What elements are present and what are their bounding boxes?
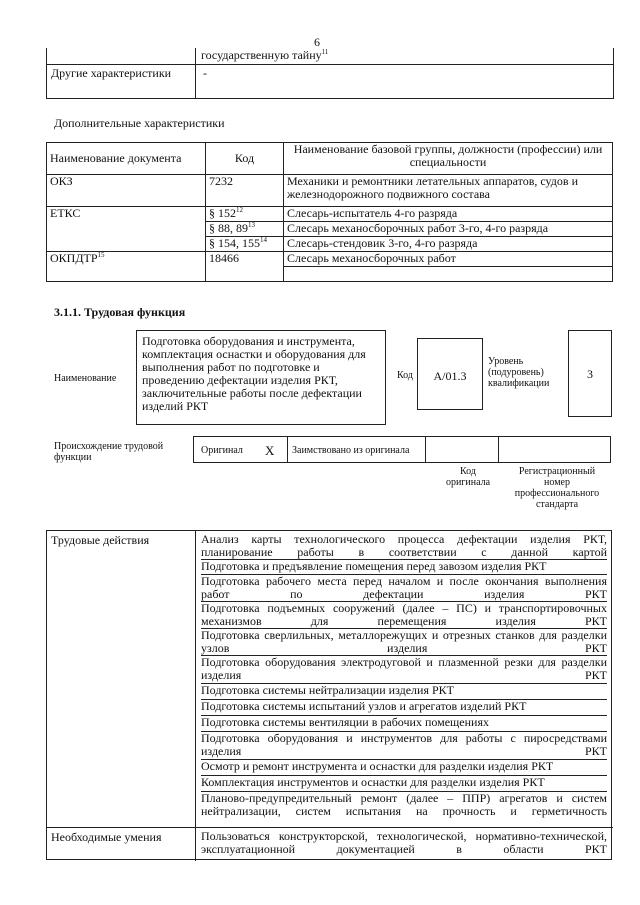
code-cell: § 88, $89^{13}$ — [206, 222, 284, 237]
reg-number-caption: Регистрационный номер профессионального стандарта — [514, 466, 600, 510]
function-heading: 3.1.1. Трудовая функция — [54, 305, 186, 319]
level-box — [568, 330, 612, 417]
other-characteristics-value: - — [203, 66, 207, 80]
action-item: Подготовка рабочего места перед началом и после окончания выполнения работ по дефектации изделия РКТ — [201, 574, 607, 601]
action-item: Подготовка сверлильных, металлорежущих и отрезных станков для разделки узлов изделия РКТ — [201, 628, 607, 655]
name-cell: Слесарь механосборочных работ — [284, 252, 613, 267]
action-item: Подготовка и предъявление помещения перед завозом изделия РКТ — [201, 560, 607, 575]
table-row — [47, 175, 613, 207]
name-cell: Слесарь-стендовик 3-го, 4-го разряда — [284, 237, 613, 252]
table-row — [47, 207, 613, 222]
code-cell: 7232 — [206, 175, 284, 207]
original-label: Оригинал — [201, 445, 243, 456]
function-code-box — [417, 338, 483, 410]
borrowed-label: Заимствовано из оригинала — [292, 445, 410, 456]
action-item: Подготовка оборудования и инструментов для работы с пиросредствами изделия РКТ — [201, 731, 607, 758]
function-name-value: Подготовка оборудования и инструмента, комплектация оснастки и оборудования для выполнения работ по подготовке и проведению дефектации изделия РКТ, заключительные работы после дефектации изделий РКТ — [142, 334, 366, 413]
actions-table — [46, 530, 612, 860]
action-item: Анализ карты технологического процесса дефектации изделия РКТ, планирование работы в соответствии с данной картой — [201, 532, 607, 559]
function-name-box — [136, 330, 386, 425]
level-value: 3 — [587, 367, 593, 381]
additional-heading: Дополнительные характеристики — [54, 116, 225, 130]
doc-cell: ЕТКС — [47, 207, 206, 252]
origin-table — [193, 436, 613, 463]
empty-cell — [284, 267, 613, 282]
origin-label: Происхождение трудовой функции — [54, 441, 164, 463]
code-original-caption: Код оригинала — [445, 466, 491, 488]
actions-label: Трудовые действия — [51, 533, 150, 547]
table-row — [47, 252, 613, 267]
original-mark: X — [265, 443, 275, 458]
action-item: Осмотр и ремонт инструмента и оснастки для разделки изделия РКТ — [201, 760, 607, 776]
continuation-text: государственную тайну$^{11}$ — [201, 48, 329, 62]
function-code-label: Код — [397, 370, 413, 381]
header-code: Код — [206, 143, 284, 175]
top-table — [46, 48, 614, 99]
level-label: Уровень (подуровень) квалификации — [488, 356, 550, 389]
action-item: Подготовка системы испытаний узлов и агрегатов изделий РКТ — [201, 700, 607, 716]
skills-label: Необходимые умения — [51, 830, 162, 844]
page-number: 6 — [314, 35, 320, 49]
name-cell: Слесарь механосборочных работ 3-го, 4-го разряда — [284, 222, 613, 237]
function-code-value: A/01.3 — [433, 369, 467, 383]
other-characteristics-label: Другие характеристики — [51, 66, 172, 80]
function-name-label: Наименование — [54, 373, 117, 384]
action-item: Подготовка системы вентиляции в рабочих помещениях — [201, 716, 607, 732]
action-item: Подготовка подъемных сооружений (далее – ПС) и транспортировочных механизмов для перемещения изделия РКТ — [201, 601, 607, 628]
code-cell: § $152^{12}$ — [206, 207, 284, 222]
action-item: Планово-предупредительный ремонт (далее – ППР) агрегатов и систем нейтрализации, систем испытания на прочность и герметичность — [201, 791, 607, 818]
action-item: Комплектация инструментов и оснастки для разделки изделия РКТ — [201, 776, 607, 792]
skill-item: Пользоваться конструкторской, технологической, нормативно-технической, эксплуатационной документацией в области РКТ — [201, 829, 607, 856]
code-cell: § 154, $155^{14}$ — [206, 237, 284, 252]
action-item: Подготовка оборудования электродуговой и плазменной резки для разделки изделия РКТ — [201, 655, 607, 682]
additional-table — [46, 142, 613, 282]
name-cell: Слесарь-испытатель 4-го разряда — [284, 207, 613, 222]
header-name: Наименование базовой группы, должности (профессии) или специальности — [284, 143, 613, 175]
doc-cell: ОКЗ — [47, 175, 206, 207]
doc-cell: ОКПДТР$^{15}$ — [47, 252, 206, 282]
code-cell: 18466 — [206, 252, 284, 282]
name-cell: Механики и ремонтники летательных аппаратов, судов и железнодорожного подвижного состава — [284, 175, 613, 207]
header-doc: Наименование документа — [47, 143, 206, 175]
action-item: Подготовка системы нейтрализации изделия РКТ — [201, 684, 607, 700]
